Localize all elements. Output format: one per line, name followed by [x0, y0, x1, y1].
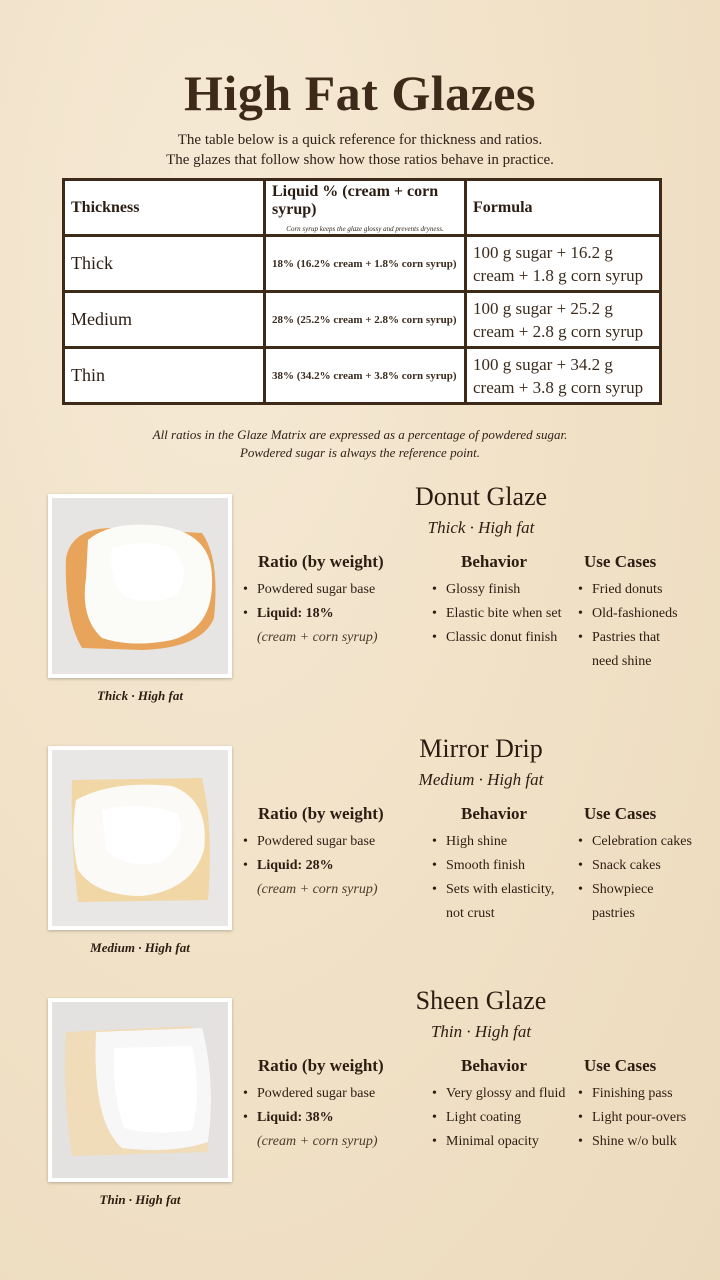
glaze-photo	[48, 494, 232, 678]
ratio-heading: Ratio (by weight)	[258, 552, 384, 571]
list-item: • Very glossy and fluid	[432, 1082, 565, 1106]
glazed-pastry-image	[52, 498, 228, 674]
photo-caption: Thin · High fat	[99, 1192, 181, 1207]
list-item: not crust	[446, 906, 495, 921]
ratio-heading: Ratio (by weight)	[258, 1056, 384, 1075]
row-thickness: Thick	[64, 236, 265, 292]
list-item: pastries	[592, 906, 635, 921]
ratio-list	[243, 1082, 378, 1154]
glaze-title: Sheen Glaze	[415, 986, 547, 1015]
glaze-title: Donut Glaze	[414, 482, 548, 511]
intro-line-1: The table below is a quick reference for thickness and ratios.	[177, 132, 543, 148]
header-liquid-label: Liquid % (cream + corn syrup)	[272, 182, 439, 218]
list-item: • Powdered sugar base	[243, 1082, 378, 1106]
list-item: • Light coating	[432, 1106, 565, 1130]
liquid-label: Liquid:	[257, 606, 303, 621]
list-item: • Pastries that	[578, 626, 678, 650]
glaze-subtitle: Thin · High fat	[430, 1022, 532, 1041]
intro-text	[0, 130, 720, 170]
glaze-subtitle: Thick · High fat	[427, 518, 535, 537]
liquid-value: 18%	[305, 606, 334, 621]
use-cases-list	[578, 1082, 686, 1154]
glaze-section-donut	[0, 482, 720, 734]
note-line-1: All ratios in the Glaze Matrix are expressed as a percentage of powdered sugar.	[152, 427, 568, 442]
list-item: • Sets with elasticity,	[432, 878, 554, 902]
list-item: • Powdered sugar base	[243, 578, 378, 602]
liquid-label: Liquid:	[257, 1110, 303, 1125]
use-cases-heading: Use Cases	[584, 1056, 657, 1075]
list-item: • Powdered sugar base	[243, 830, 378, 854]
photo-caption: Medium · High fat	[90, 940, 190, 955]
row-formula: 100 g sugar + 16.2 g cream + 1.8 g corn syrup	[466, 236, 661, 292]
behavior-list	[432, 830, 554, 926]
list-item: • Shine w/o bulk	[578, 1130, 686, 1154]
behavior-heading: Behavior	[461, 804, 528, 823]
behavior-list	[432, 578, 561, 650]
glaze-photo	[48, 746, 232, 930]
list-item	[243, 854, 378, 878]
row-thickness: Medium	[64, 292, 265, 348]
header-liquid-note: Corn syrup keeps the glaze glossy and prevents dryness.	[286, 224, 444, 233]
list-item: need shine	[592, 654, 652, 669]
list-item: • Snack cakes	[578, 854, 692, 878]
row-formula: 100 g sugar + 25.2 g cream + 2.8 g corn syrup	[466, 292, 661, 348]
ratio-note	[0, 426, 720, 462]
list-item: • Smooth finish	[432, 854, 554, 878]
use-cases-heading: Use Cases	[584, 552, 657, 571]
table-row	[64, 292, 661, 348]
row-thickness: Thin	[64, 348, 265, 404]
intro-line-2: The glazes that follow show how those ratios behave in practice.	[166, 152, 554, 168]
glaze-subtitle: Medium · High fat	[418, 770, 544, 789]
glazed-pastry-image	[52, 1002, 228, 1178]
liquid-value: 28%	[305, 858, 334, 873]
behavior-list	[432, 1082, 565, 1154]
liquid-value: 38%	[305, 1110, 334, 1125]
use-cases-heading: Use Cases	[584, 804, 657, 823]
list-item: • Glossy finish	[432, 578, 561, 602]
reference-table	[62, 178, 662, 405]
list-item: • Light pour-overs	[578, 1106, 686, 1130]
note-line-2: Powdered sugar is always the reference point.	[239, 445, 481, 460]
behavior-heading: Behavior	[461, 1056, 528, 1075]
list-item: • Showpiece	[578, 878, 692, 902]
glazed-pastry-image	[52, 750, 228, 926]
behavior-heading: Behavior	[461, 552, 528, 571]
list-item: • Fried donuts	[578, 578, 678, 602]
page-title: High Fat Glazes	[184, 65, 536, 121]
row-formula: 100 g sugar + 34.2 g cream + 3.8 g corn syrup	[466, 348, 661, 404]
list-item: • Minimal opacity	[432, 1130, 565, 1154]
table-header-row	[64, 180, 661, 236]
list-item	[243, 1106, 378, 1130]
header-liquid	[265, 180, 466, 236]
header-formula: Formula	[466, 180, 661, 236]
glaze-title: Mirror Drip	[419, 734, 543, 763]
list-item: • Elastic bite when set	[432, 602, 561, 626]
list-item: (cream + corn syrup)	[257, 882, 378, 897]
ratio-heading: Ratio (by weight)	[258, 804, 384, 823]
use-cases-list	[578, 578, 678, 674]
glaze-photo	[48, 998, 232, 1182]
row-liquid: 38% (34.2% cream + 3.8% corn syrup)	[265, 348, 466, 404]
list-item: • High shine	[432, 830, 554, 854]
list-item: • Classic donut finish	[432, 626, 561, 650]
ratio-list	[243, 578, 378, 650]
table-row	[64, 236, 661, 292]
row-liquid: 18% (16.2% cream + 1.8% corn syrup)	[265, 236, 466, 292]
list-item	[243, 602, 378, 626]
table-row	[64, 348, 661, 404]
list-item: • Celebration cakes	[578, 830, 692, 854]
list-item: • Old-fashioneds	[578, 602, 678, 626]
list-item: • Finishing pass	[578, 1082, 686, 1106]
photo-caption: Thick · High fat	[97, 688, 183, 703]
list-item: (cream + corn syrup)	[257, 1134, 378, 1149]
ratio-list	[243, 830, 378, 902]
row-liquid: 28% (25.2% cream + 2.8% corn syrup)	[265, 292, 466, 348]
list-item: (cream + corn syrup)	[257, 630, 378, 645]
header-thickness: Thickness	[64, 180, 265, 236]
glaze-section-mirror	[0, 734, 720, 986]
liquid-label: Liquid:	[257, 858, 303, 873]
use-cases-list	[578, 830, 692, 926]
glaze-section-sheen	[0, 986, 720, 1238]
